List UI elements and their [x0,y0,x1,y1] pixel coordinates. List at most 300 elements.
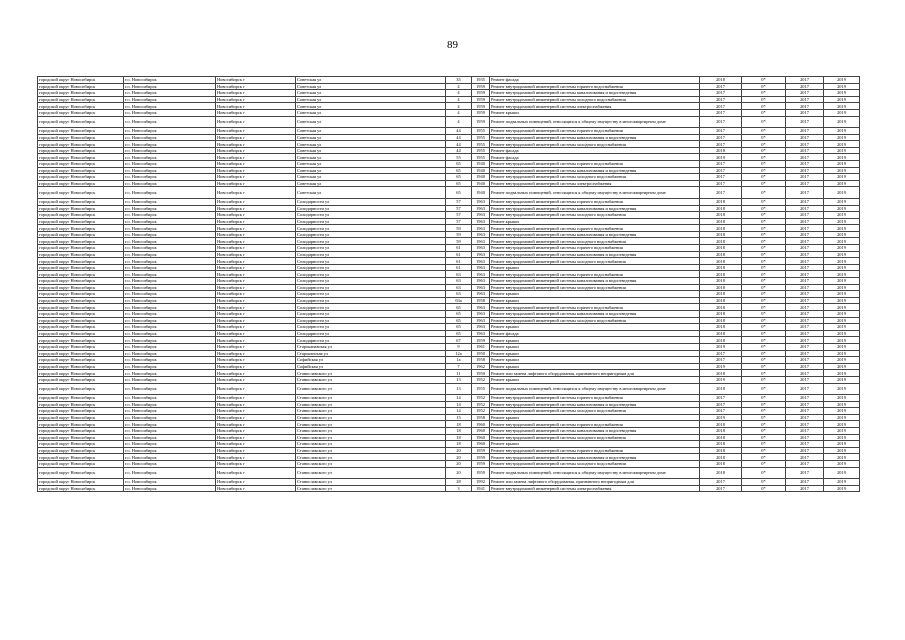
cell-street: Солидарности ул [296,231,446,238]
cell-settlement: г.о. Новосибирск [124,479,216,486]
cell-house-number: 11 [446,370,472,377]
table-row [38,317,860,324]
cell-cost: 0* [742,141,786,148]
cell-house-number: 18 [446,441,472,448]
cell-settlement: г.о. Новосибирск [124,376,216,383]
cell-street: Станиславского ул [296,485,446,492]
cell-period-end: 2019 [824,324,860,331]
cell-cost: 0* [742,271,786,278]
cell-city: Новосибирск г [216,161,296,168]
cell-municipality: городской округ Новосибирск [38,485,124,492]
cell-city: Новосибирск г [216,311,296,318]
cell-settlement: г.о. Новосибирск [124,218,216,225]
cell-settlement: г.о. Новосибирск [124,414,216,421]
cell-house-number: 7 [446,363,472,370]
cell-period-end: 2019 [824,297,860,304]
cell-house-number: 20 [446,460,472,467]
cell-street: Станиславского ул [296,447,446,454]
table-row [38,238,860,245]
cell-work-type: Ремонт крыши [490,376,700,383]
cell-city: Новосибирск г [216,485,296,492]
cell-cost: 0* [742,77,786,84]
cell-plan-year: 2018 [700,212,742,219]
cell-period-end: 2019 [824,109,860,116]
cell-street: Солидарности ул [296,198,446,205]
table-row [38,167,860,174]
cell-settlement: г.о. Новосибирск [124,304,216,311]
cell-build-year: 1959 [472,460,490,467]
table-row [38,278,860,285]
cell-work-type: Ремонт крыши [490,291,700,298]
table-row [38,441,860,448]
cell-period-end: 2019 [824,90,860,97]
cell-house-number: 55 [446,154,472,161]
cell-city: Новосибирск г [216,343,296,350]
cell-municipality: городской округ Новосибирск [38,317,124,324]
cell-work-type: Ремонт внутридомовой инженерной системы канализования и водоотведения [490,428,700,435]
cell-house-number: 44 [446,141,472,148]
cell-period-start: 2017 [786,141,824,148]
cell-work-type: Ремонт внутридомовой инженерной системы холодного водоснабжения [490,460,700,467]
cell-build-year: 1963 [472,271,490,278]
table-row [38,479,860,486]
cell-street: Станиславского ул [296,401,446,408]
table-row [38,350,860,357]
cell-plan-year: 2018 [700,467,742,479]
cell-city: Новосибирск г [216,337,296,344]
cell-plan-year: 2017 [700,350,742,357]
cell-period-end: 2019 [824,421,860,428]
cell-city: Новосибирск г [216,141,296,148]
cell-settlement: г.о. Новосибирск [124,77,216,84]
cell-build-year: 1963 [472,225,490,232]
cell-city: Новосибирск г [216,154,296,161]
cell-plan-year: 2018 [700,428,742,435]
cell-settlement: г.о. Новосибирск [124,116,216,128]
cell-city: Новосибирск г [216,174,296,181]
cell-period-start: 2017 [786,154,824,161]
table-row [38,357,860,364]
cell-period-end: 2019 [824,343,860,350]
cell-work-type: Ремонт внутридомовой инженерной системы горячего водоснабжения [490,271,700,278]
cell-period-end: 2019 [824,460,860,467]
cell-house-number: 12а [446,350,472,357]
cell-street: Советская ул [296,109,446,116]
cell-municipality: городской округ Новосибирск [38,116,124,128]
cell-period-end: 2019 [824,376,860,383]
cell-street: Станиславского ул [296,454,446,461]
cell-street: Солидарности ул [296,271,446,278]
cell-municipality: городской округ Новосибирск [38,212,124,219]
cell-street: Солидарности ул [296,205,446,212]
cell-work-type: Ремонт внутридомовой инженерной системы канализования и водоотведения [490,90,700,97]
cell-city: Новосибирск г [216,479,296,486]
cell-house-number: 65 [446,324,472,331]
cell-cost: 0* [742,251,786,258]
cell-city: Новосибирск г [216,238,296,245]
cell-street: Станиславского ул [296,434,446,441]
cell-work-type: Ремонт подвальных помещений, относящихся к общему имуществу в многоквартирном доме [490,116,700,128]
cell-city: Новосибирск г [216,109,296,116]
cell-period-end: 2019 [824,245,860,252]
cell-house-number: 4 [446,116,472,128]
cell-period-end: 2019 [824,264,860,271]
cell-work-type: Ремонт крыши [490,297,700,304]
table-row [38,245,860,252]
cell-cost: 0* [742,376,786,383]
cell-street: Софийская ул [296,357,446,364]
cell-city: Новосибирск г [216,297,296,304]
cell-plan-year: 2017 [700,408,742,415]
cell-build-year: 1959 [472,109,490,116]
cell-period-start: 2017 [786,174,824,181]
cell-period-end: 2019 [824,218,860,225]
cell-build-year: 1959 [472,116,490,128]
cell-plan-year: 2018 [700,454,742,461]
cell-city: Новосибирск г [216,376,296,383]
table-row [38,134,860,141]
cell-build-year: 1940 [472,174,490,181]
cell-house-number: 59 [446,238,472,245]
cell-settlement: г.о. Новосибирск [124,343,216,350]
cell-city: Новосибирск г [216,330,296,337]
cell-work-type: Ремонт внутридомовой инженерной системы канализования и водоотведения [490,205,700,212]
cell-cost: 0* [742,103,786,110]
cell-house-number: 20 [446,447,472,454]
cell-settlement: г.о. Новосибирск [124,231,216,238]
cell-build-year: 1963 [472,317,490,324]
cell-work-type: Ремонт внутридомовой инженерной системы холодного водоснабжения [490,96,700,103]
cell-house-number: 57 [446,198,472,205]
cell-period-start: 2017 [786,77,824,84]
cell-period-end: 2019 [824,441,860,448]
cell-build-year: 1941 [472,485,490,492]
cell-cost: 0* [742,383,786,395]
cell-period-end: 2019 [824,479,860,486]
cell-settlement: г.о. Новосибирск [124,174,216,181]
cell-municipality: городской округ Новосибирск [38,395,124,402]
cell-street: Солидарности ул [296,324,446,331]
table-row [38,83,860,90]
cell-cost: 0* [742,284,786,291]
cell-plan-year: 2017 [700,174,742,181]
cell-work-type: Ремонт внутридомовой инженерной системы канализования и водоотведения [490,167,700,174]
cell-settlement: г.о. Новосибирск [124,198,216,205]
cell-street: Станиславского ул [296,421,446,428]
cell-street: Советская ул [296,154,446,161]
cell-period-end: 2019 [824,401,860,408]
cell-period-end: 2019 [824,116,860,128]
cell-build-year: 1963 [472,291,490,298]
table-row [38,447,860,454]
cell-period-start: 2017 [786,395,824,402]
cell-work-type: Ремонт фасада [490,77,700,84]
cell-house-number: 65 [446,180,472,187]
cell-period-end: 2019 [824,174,860,181]
cell-municipality: городской округ Новосибирск [38,231,124,238]
cell-build-year: 1955 [472,134,490,141]
cell-settlement: г.о. Новосибирск [124,350,216,357]
cell-period-end: 2019 [824,141,860,148]
cell-city: Новосибирск г [216,278,296,285]
cell-street: Солидарности ул [296,258,446,265]
cell-work-type: Ремонт внутридомовой инженерной системы горячего водоснабжения [490,83,700,90]
cell-city: Новосибирск г [216,370,296,377]
cell-build-year: 1963 [472,330,490,337]
cell-city: Новосибирск г [216,264,296,271]
cell-city: Новосибирск г [216,205,296,212]
cell-plan-year: 2018 [700,245,742,252]
cell-period-start: 2017 [786,167,824,174]
cell-street: Советская ул [296,161,446,168]
cell-build-year: 1963 [472,324,490,331]
cell-city: Новосибирск г [216,350,296,357]
cell-plan-year: 2018 [700,238,742,245]
cell-municipality: городской округ Новосибирск [38,330,124,337]
cell-street: Советская ул [296,90,446,97]
cell-period-end: 2019 [824,278,860,285]
cell-work-type: Ремонт внутридомовой инженерной системы холодного водоснабжения [490,317,700,324]
cell-house-number: 18 [446,421,472,428]
cell-cost: 0* [742,238,786,245]
cell-house-number: 20 [446,467,472,479]
cell-street: Солидарности ул [296,278,446,285]
cell-plan-year: 2018 [700,258,742,265]
cell-municipality: городской округ Новосибирск [38,447,124,454]
cell-city: Новосибирск г [216,167,296,174]
cell-work-type: Ремонт внутридомовой инженерной системы холодного водоснабжения [490,238,700,245]
cell-municipality: городской округ Новосибирск [38,109,124,116]
cell-municipality: городской округ Новосибирск [38,161,124,168]
table-row [38,460,860,467]
cell-municipality: городской округ Новосибирск [38,357,124,364]
cell-period-start: 2017 [786,238,824,245]
cell-house-number: 63а [446,297,472,304]
cell-period-start: 2017 [786,324,824,331]
cell-plan-year: 2018 [700,251,742,258]
cell-work-type: Ремонт крыши [490,350,700,357]
cell-period-start: 2017 [786,218,824,225]
cell-house-number: 4 [446,90,472,97]
cell-street: Советская ул [296,116,446,128]
cell-city: Новосибирск г [216,134,296,141]
cell-city: Новосибирск г [216,395,296,402]
cell-period-end: 2019 [824,271,860,278]
cell-settlement: г.о. Новосибирск [124,147,216,154]
cell-house-number: 65 [446,317,472,324]
cell-period-end: 2019 [824,311,860,318]
cell-period-start: 2017 [786,421,824,428]
cell-build-year: 1952 [472,376,490,383]
cell-plan-year: 2018 [700,383,742,395]
table-row [38,304,860,311]
cell-period-end: 2019 [824,467,860,479]
cell-cost: 0* [742,83,786,90]
cell-build-year: 1955 [472,128,490,135]
cell-cost: 0* [742,337,786,344]
cell-work-type: Ремонт внутридомовой инженерной системы электроснабжения [490,103,700,110]
cell-period-start: 2017 [786,467,824,479]
cell-street: Солидарности ул [296,297,446,304]
cell-settlement: г.о. Новосибирск [124,363,216,370]
cell-period-start: 2017 [786,434,824,441]
cell-settlement: г.о. Новосибирск [124,317,216,324]
cell-period-end: 2019 [824,291,860,298]
cell-city: Новосибирск г [216,363,296,370]
cell-period-end: 2019 [824,103,860,110]
cell-house-number: 13 [446,376,472,383]
cell-plan-year: 2018 [700,147,742,154]
cell-municipality: городской округ Новосибирск [38,205,124,212]
cell-settlement: г.о. Новосибирск [124,460,216,467]
cell-build-year: 1959 [472,447,490,454]
cell-period-start: 2017 [786,350,824,357]
cell-street: Советская ул [296,103,446,110]
cell-period-start: 2017 [786,485,824,492]
cell-plan-year: 2017 [700,401,742,408]
cell-work-type: Ремонт крыши [490,337,700,344]
cell-build-year: 1955 [472,147,490,154]
cell-period-end: 2019 [824,147,860,154]
cell-municipality: городской округ Новосибирск [38,154,124,161]
cell-city: Новосибирск г [216,324,296,331]
cell-house-number: 65 [446,161,472,168]
cell-cost: 0* [742,128,786,135]
cell-street: Станиславского ул [296,383,446,395]
cell-period-end: 2019 [824,212,860,219]
cell-municipality: городской округ Новосибирск [38,147,124,154]
cell-work-type: Ремонт подвальных помещений, относящихся к общему имуществу в многоквартирном доме [490,383,700,395]
cell-plan-year: 2017 [700,83,742,90]
cell-cost: 0* [742,479,786,486]
cell-period-start: 2017 [786,447,824,454]
cell-municipality: городской округ Новосибирск [38,258,124,265]
cell-cost: 0* [742,454,786,461]
cell-settlement: г.о. Новосибирск [124,103,216,110]
cell-build-year: 1935 [472,77,490,84]
cell-street: Станиславского ул [296,408,446,415]
cell-build-year: 1958 [472,414,490,421]
cell-period-end: 2019 [824,434,860,441]
cell-house-number: 20 [446,454,472,461]
cell-settlement: г.о. Новосибирск [124,428,216,435]
cell-settlement: г.о. Новосибирск [124,90,216,97]
cell-street: Солидарности ул [296,330,446,337]
cell-build-year: 1950 [472,350,490,357]
cell-build-year: 1959 [472,337,490,344]
cell-municipality: городской округ Новосибирск [38,218,124,225]
cell-settlement: г.о. Новосибирск [124,180,216,187]
table-row [38,271,860,278]
cell-build-year: 1960 [472,421,490,428]
cell-house-number: 65 [446,304,472,311]
cell-period-start: 2017 [786,205,824,212]
table-row [38,225,860,232]
cell-plan-year: 2018 [700,231,742,238]
cell-house-number: 4 [446,96,472,103]
cell-period-end: 2019 [824,408,860,415]
cell-period-end: 2019 [824,485,860,492]
cell-cost: 0* [742,96,786,103]
cell-work-type: Ремонт внутридомовой инженерной системы горячего водоснабжения [490,395,700,402]
cell-plan-year: 2018 [700,304,742,311]
cell-cost: 0* [742,264,786,271]
table-row [38,454,860,461]
cell-period-end: 2019 [824,454,860,461]
cell-work-type: Ремонт крыши [490,218,700,225]
cell-work-type: Ремонт внутридомовой инженерной системы горячего водоснабжения [490,447,700,454]
cell-settlement: г.о. Новосибирск [124,297,216,304]
cell-build-year: 1963 [472,198,490,205]
cell-build-year: 1963 [472,311,490,318]
cell-build-year: 1963 [472,258,490,265]
cell-work-type: Ремонт внутридомовой инженерной системы горячего водоснабжения [490,304,700,311]
cell-city: Новосибирск г [216,83,296,90]
cell-municipality: городской округ Новосибирск [38,83,124,90]
cell-period-start: 2017 [786,454,824,461]
cell-municipality: городской округ Новосибирск [38,174,124,181]
cell-street: Солидарности ул [296,245,446,252]
cell-municipality: городской округ Новосибирск [38,225,124,232]
cell-street: Советская ул [296,147,446,154]
cell-house-number: 1а [446,357,472,364]
cell-settlement: г.о. Новосибирск [124,278,216,285]
cell-work-type: Ремонт внутридомовой инженерной системы холодного водоснабжения [490,258,700,265]
cell-city: Новосибирск г [216,245,296,252]
cell-house-number: 63 [446,284,472,291]
table-row [38,467,860,479]
cell-period-start: 2017 [786,187,824,199]
cell-period-start: 2017 [786,271,824,278]
cell-cost: 0* [742,187,786,199]
cell-build-year: 1963 [472,205,490,212]
cell-cost: 0* [742,428,786,435]
cell-plan-year: 2017 [700,357,742,364]
cell-house-number: 61 [446,245,472,252]
cell-house-number: 44 [446,134,472,141]
cell-municipality: городской округ Новосибирск [38,77,124,84]
cell-plan-year: 2018 [700,291,742,298]
cell-city: Новосибирск г [216,460,296,467]
cell-period-end: 2019 [824,284,860,291]
cell-period-start: 2017 [786,116,824,128]
table-row [38,212,860,219]
cell-work-type: Ремонт крыши [490,357,700,364]
cell-plan-year: 2018 [700,337,742,344]
cell-house-number: 57 [446,218,472,225]
cell-street: Староканская ул [296,350,446,357]
cell-municipality: городской округ Новосибирск [38,90,124,97]
cell-period-end: 2019 [824,304,860,311]
cell-house-number: 9 [446,343,472,350]
cell-cost: 0* [742,212,786,219]
cell-street: Станиславского ул [296,460,446,467]
cell-plan-year: 2018 [700,317,742,324]
cell-street: Солидарности ул [296,317,446,324]
cell-cost: 0* [742,370,786,377]
cell-build-year: 1950 [472,370,490,377]
cell-plan-year: 2017 [700,161,742,168]
cell-house-number: 63 [446,271,472,278]
cell-period-end: 2019 [824,337,860,344]
cell-house-number: 65 [446,311,472,318]
cell-build-year: 1940 [472,161,490,168]
cell-plan-year: 2018 [700,225,742,232]
cell-settlement: г.о. Новосибирск [124,258,216,265]
cell-street: Солидарности ул [296,284,446,291]
cell-plan-year: 2018 [700,421,742,428]
cell-build-year: 1940 [472,187,490,199]
